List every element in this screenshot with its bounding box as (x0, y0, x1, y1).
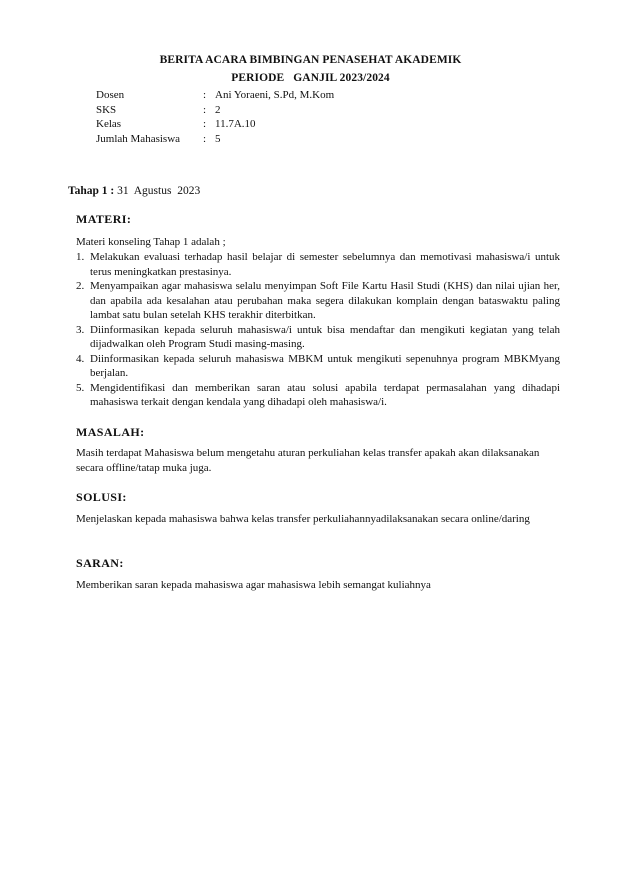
info-table (96, 88, 334, 146)
info-value: 11.7A.10 (215, 118, 256, 130)
saran-text: Memberikan saran kepada mahasiswa agar mahasiswa lebih semangat kuliahnya (76, 579, 431, 591)
solusi-text: Menjelaskan kepada mahasiswa bahwa kelas transfer perkuliahannyadilaksanakan secara online/daring (76, 513, 530, 525)
info-row-jumlah-mahasiswa (96, 132, 334, 147)
solusi-heading: SOLUSI: (76, 490, 127, 504)
materi-intro: Materi konseling Tahap 1 adalah ; (76, 236, 226, 248)
list-item-text: Melakukan evaluasi terhadap hasil belajar di semester sebelumnya dan memotivasi mahasiswa/i untuk terus meningkatkan prestasinya. (90, 251, 560, 278)
tahap-line (68, 185, 200, 197)
list-item-number: 4. (76, 352, 85, 365)
info-colon: : (203, 118, 207, 130)
tahap-date: 31 Agustus 2023 (114, 185, 201, 197)
masalah-heading: MASALAH: (76, 425, 145, 439)
masalah-text: Masih terdapat Mahasiswa belum mengetahu aturan perkuliahan kelas transfer apakah akan dilaksanakan secara offline/tatap muka juga. (76, 447, 540, 474)
info-value: Ani Yoraeni, S.Pd, M.Kom (215, 89, 335, 101)
info-colon: : (203, 132, 207, 145)
info-value: 2 (215, 103, 221, 116)
list-item (76, 323, 560, 352)
info-label: Dosen (96, 89, 125, 101)
list-item-number: 5. (76, 381, 85, 394)
list-item-number: 1. (76, 251, 85, 263)
info-label: SKS (96, 103, 117, 116)
materi-heading: MATERI: (76, 212, 132, 226)
info-row-sks (96, 103, 334, 118)
document-title: BERITA ACARA BIMBINGAN PENASEHAT AKADEMIK (159, 54, 462, 66)
list-item (76, 279, 560, 323)
tahap-label: Tahap 1 : (68, 185, 115, 197)
list-item (76, 381, 560, 410)
info-label: Kelas (96, 118, 122, 130)
document-period (0, 72, 621, 84)
info-colon: : (203, 103, 207, 116)
period-text: PERIODE GANJIL 2023/2024 (231, 72, 390, 84)
info-value: 5 (215, 132, 221, 145)
materi-list (76, 250, 560, 410)
list-item-number: 3. (76, 323, 85, 336)
list-item (76, 250, 560, 279)
list-item (76, 352, 560, 381)
info-label: Jumlah Mahasiswa (96, 132, 181, 145)
list-item-number: 2. (76, 280, 85, 292)
list-item-text: Menyampaikan agar mahasiswa selalu menyimpan Soft File Kartu Hasil Studi (KHS) dan nilai ujian her, dan apabila ada kesalahan atau perubahan maka segera dilakukan komplain dengan bataswaktu paling lambat satu bulan setelah KHS terakhir diterbitkan. (90, 280, 560, 321)
info-row-dosen (96, 88, 334, 103)
info-row-kelas (96, 117, 334, 132)
list-item-text: Diinformasikan kepada seluruh mahasiswa/i untuk bisa mendaftar dan mengikuti kegiatan yang telah dijadwalkan oleh Program Studi masing-masing. (90, 323, 560, 350)
list-item-text: Mengidentifikasi dan memberikan saran atau solusi apabila terdapat permasalahan yang dihadapi mahasiswa terkait dengan kendala yang dihadapi oleh mahasiswa/i. (90, 381, 560, 408)
saran-heading: SARAN: (76, 556, 124, 570)
list-item-text: Diinformasikan kepada seluruh mahasiswa MBKM untuk mengikuti sepenuhnya program MBKMyang berjalan. (90, 352, 560, 379)
info-colon: : (203, 89, 207, 101)
